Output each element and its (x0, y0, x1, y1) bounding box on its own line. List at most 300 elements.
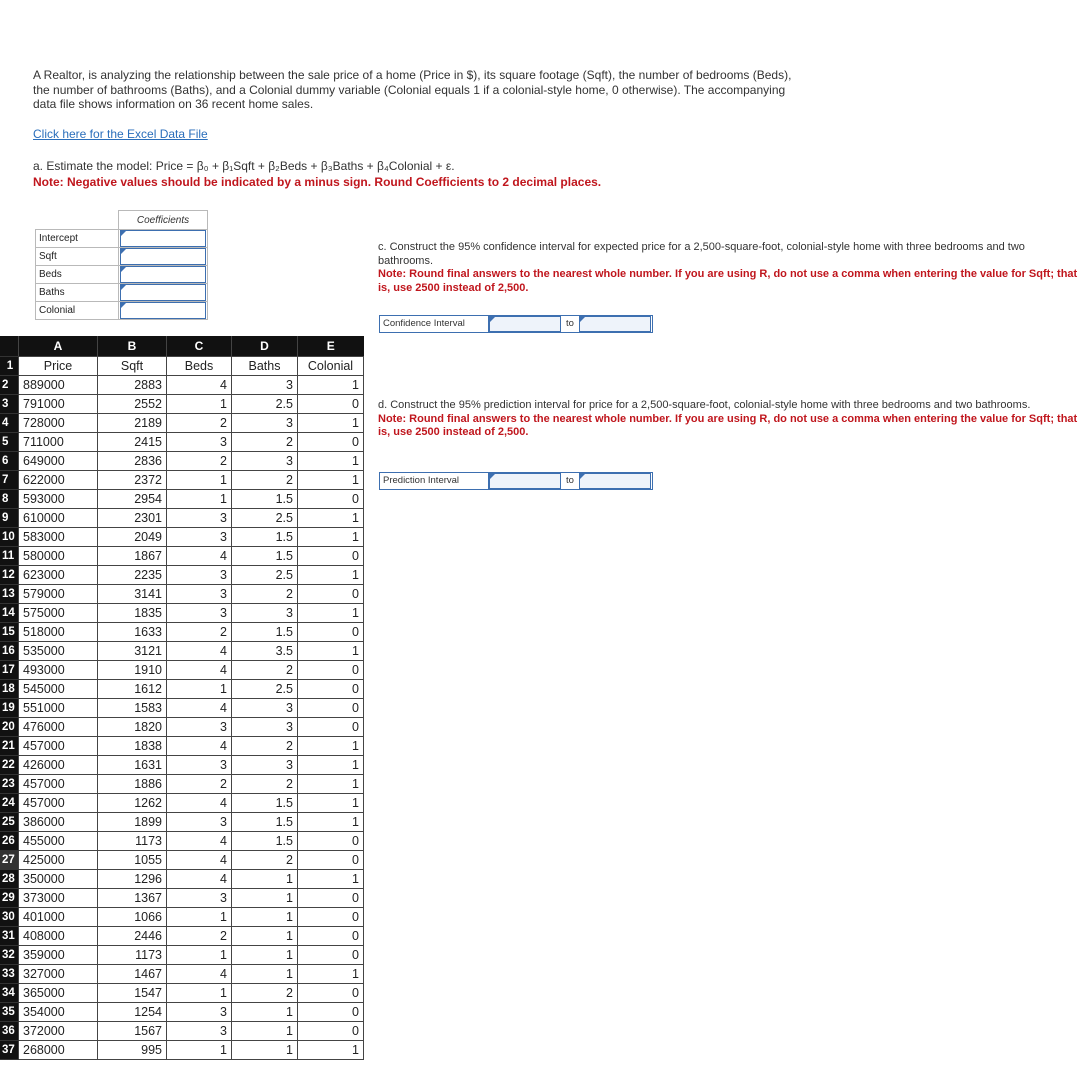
table-row (0, 414, 364, 433)
data-cell[interactable]: 0 (298, 908, 364, 927)
data-cell[interactable]: 3141 (98, 585, 167, 604)
data-cell[interactable]: 1.5 (232, 813, 298, 832)
data-cell[interactable]: 1 (298, 737, 364, 756)
row-number[interactable]: 2 (0, 376, 19, 395)
data-cell[interactable]: 493000 (19, 661, 98, 680)
data-cell[interactable]: 2 (232, 433, 298, 452)
data-cell[interactable]: 2.5 (232, 395, 298, 414)
data-cell[interactable]: 1 (167, 984, 232, 1003)
data-cell[interactable]: 995 (98, 1041, 167, 1060)
data-cell[interactable]: 1 (298, 1041, 364, 1060)
data-cell[interactable]: 4 (167, 547, 232, 566)
data-cell[interactable]: 4 (167, 794, 232, 813)
row-number[interactable]: 12 (0, 566, 19, 585)
data-cell[interactable]: 0 (298, 585, 364, 604)
data-cell[interactable]: 457000 (19, 794, 98, 813)
pi-lower-input[interactable] (489, 473, 561, 489)
data-cell[interactable]: 0 (298, 984, 364, 1003)
data-cell[interactable]: 1055 (98, 851, 167, 870)
data-cell[interactable]: 1567 (98, 1022, 167, 1041)
data-cell[interactable]: 2 (232, 775, 298, 794)
table-row (0, 433, 364, 452)
data-cell[interactable]: 2.5 (232, 509, 298, 528)
table-row (0, 965, 364, 984)
table-row (0, 585, 364, 604)
row-number[interactable]: 31 (0, 927, 19, 946)
data-cell[interactable]: 1 (167, 908, 232, 927)
data-cell[interactable]: 3 (167, 756, 232, 775)
data-cell[interactable]: 1467 (98, 965, 167, 984)
data-cell[interactable]: 0 (298, 490, 364, 509)
data-cell[interactable]: 3 (167, 604, 232, 623)
table-row (0, 775, 364, 794)
data-cell[interactable]: 1 (298, 528, 364, 547)
table-row (0, 395, 364, 414)
data-cell[interactable]: 2 (232, 585, 298, 604)
table-row (0, 699, 364, 718)
data-cell[interactable]: 1.5 (232, 528, 298, 547)
data-cell[interactable]: 0 (298, 851, 364, 870)
data-cell[interactable]: 373000 (19, 889, 98, 908)
data-cell[interactable]: 401000 (19, 908, 98, 927)
data-cell[interactable]: 622000 (19, 471, 98, 490)
data-cell[interactable]: 551000 (19, 699, 98, 718)
data-cell[interactable]: 1 (232, 946, 298, 965)
data-cell[interactable]: 457000 (19, 775, 98, 794)
column-header-e[interactable]: E (298, 336, 364, 357)
data-cell[interactable]: 3 (167, 1022, 232, 1041)
data-cell[interactable]: 4 (167, 870, 232, 889)
row-number[interactable]: 19 (0, 699, 19, 718)
column-header-a[interactable]: A (19, 336, 98, 357)
data-cell[interactable]: 3 (167, 718, 232, 737)
data-cell[interactable]: 1 (298, 813, 364, 832)
row-number[interactable]: 21 (0, 737, 19, 756)
data-cell[interactable]: 4 (167, 832, 232, 851)
row-number[interactable]: 3 (0, 395, 19, 414)
data-cell[interactable]: 372000 (19, 1022, 98, 1041)
data-cell[interactable]: 1 (167, 395, 232, 414)
part-c-prompt: c. Construct the 95% confidence interval for expected price for a 2,500-square-foot, colonial-style home with three bedrooms and two bathrooms. (378, 241, 1025, 267)
column-header-d[interactable]: D (232, 336, 298, 357)
data-cell[interactable]: 3 (167, 528, 232, 547)
data-cell[interactable]: 2 (232, 984, 298, 1003)
data-cell[interactable]: 0 (298, 547, 364, 566)
data-cell[interactable]: 4 (167, 851, 232, 870)
data-cell[interactable]: 0 (298, 699, 364, 718)
table-row (0, 642, 364, 661)
data-cell[interactable]: 2552 (98, 395, 167, 414)
data-cell[interactable]: 580000 (19, 547, 98, 566)
part-d-note: Note: Round final answers to the nearest whole number. If you are using R, do not use a comma when entering the value for Sqft; that is, use 2500 instead of 2,500. (378, 412, 1078, 438)
data-cell[interactable]: 1173 (98, 832, 167, 851)
data-cell[interactable]: 408000 (19, 927, 98, 946)
table-row (0, 908, 364, 927)
data-cell[interactable]: 0 (298, 889, 364, 908)
data-cell[interactable]: 2189 (98, 414, 167, 433)
data-cell[interactable]: 0 (298, 1022, 364, 1041)
table-row (0, 547, 364, 566)
row-number[interactable]: 27 (0, 851, 19, 870)
row-number[interactable]: 35 (0, 1003, 19, 1022)
data-cell[interactable]: 2372 (98, 471, 167, 490)
data-cell[interactable]: 1.5 (232, 794, 298, 813)
data-cell[interactable]: 1 (298, 965, 364, 984)
data-cell[interactable]: 2 (167, 452, 232, 471)
data-cell[interactable]: 728000 (19, 414, 98, 433)
confidence-interval-label: Confidence Interval (380, 316, 489, 332)
coef-input-cell (119, 248, 208, 266)
data-cell[interactable]: 2 (232, 851, 298, 870)
data-cell[interactable]: 1 (167, 471, 232, 490)
data-cell[interactable]: 1 (298, 794, 364, 813)
data-cell[interactable]: 3 (167, 585, 232, 604)
data-cell[interactable]: 1.5 (232, 832, 298, 851)
data-cell[interactable]: 1 (298, 414, 364, 433)
column-title-sqft[interactable]: Sqft (98, 357, 167, 376)
row-number[interactable]: 15 (0, 623, 19, 642)
table-row (0, 889, 364, 908)
table-row (0, 718, 364, 737)
row-number[interactable]: 33 (0, 965, 19, 984)
row-number[interactable]: 37 (0, 1041, 19, 1060)
data-cell[interactable]: 0 (298, 946, 364, 965)
data-cell[interactable]: 593000 (19, 490, 98, 509)
excel-data-link[interactable]: Click here for the Excel Data File (33, 127, 208, 141)
table-row (0, 680, 364, 699)
coef-row-label: Beds (36, 266, 119, 284)
data-cell[interactable]: 1910 (98, 661, 167, 680)
data-cell[interactable]: 3 (167, 813, 232, 832)
data-cell[interactable]: 3 (167, 433, 232, 452)
data-cell[interactable]: 3 (232, 718, 298, 737)
table-row (0, 1003, 364, 1022)
data-cell[interactable]: 2 (167, 775, 232, 794)
data-cell[interactable]: 359000 (19, 946, 98, 965)
row-number[interactable]: 7 (0, 471, 19, 490)
data-cell[interactable]: 889000 (19, 376, 98, 395)
data-cell[interactable]: 1 (298, 604, 364, 623)
data-cell[interactable]: 3 (167, 509, 232, 528)
table-row (0, 452, 364, 471)
data-cell[interactable]: 2301 (98, 509, 167, 528)
data-cell[interactable]: 2836 (98, 452, 167, 471)
coef-row-label: Baths (36, 284, 119, 302)
data-cell[interactable]: 4 (167, 376, 232, 395)
data-cell[interactable]: 711000 (19, 433, 98, 452)
table-row (0, 946, 364, 965)
data-cell[interactable]: 3 (232, 376, 298, 395)
row-number[interactable]: 4 (0, 414, 19, 433)
data-cell[interactable]: 579000 (19, 585, 98, 604)
row-number[interactable]: 29 (0, 889, 19, 908)
row-number[interactable]: 23 (0, 775, 19, 794)
coef-input-cell (119, 284, 208, 302)
ci-upper-input[interactable] (579, 316, 651, 332)
data-cell[interactable]: 350000 (19, 870, 98, 889)
coef-row-label: Sqft (36, 248, 119, 266)
data-cell[interactable]: 2415 (98, 433, 167, 452)
data-cell[interactable]: 1 (167, 490, 232, 509)
table-row (0, 661, 364, 680)
data-cell[interactable]: 1 (167, 680, 232, 699)
table-row (0, 471, 364, 490)
header-row (0, 357, 364, 376)
row-number[interactable]: 26 (0, 832, 19, 851)
coefficients-table (35, 210, 208, 320)
column-header-b[interactable]: B (98, 336, 167, 357)
coef-input-sqft[interactable] (120, 248, 206, 265)
data-cell[interactable]: 0 (298, 661, 364, 680)
data-cell[interactable]: 3 (232, 414, 298, 433)
data-cell[interactable]: 1262 (98, 794, 167, 813)
data-cell[interactable]: 1 (298, 509, 364, 528)
data-cell[interactable]: 1.5 (232, 490, 298, 509)
table-row (0, 794, 364, 813)
column-title-colonial[interactable]: Colonial (298, 357, 364, 376)
row-number[interactable]: 34 (0, 984, 19, 1003)
data-cell[interactable]: 518000 (19, 623, 98, 642)
data-cell[interactable]: 1 (298, 870, 364, 889)
data-cell[interactable]: 583000 (19, 528, 98, 547)
data-cell[interactable]: 268000 (19, 1041, 98, 1060)
data-spreadsheet (0, 336, 364, 1060)
data-cell[interactable]: 1838 (98, 737, 167, 756)
row-number[interactable]: 1 (0, 357, 19, 376)
data-cell[interactable]: 1 (167, 946, 232, 965)
data-cell[interactable]: 3.5 (232, 642, 298, 661)
data-cell[interactable]: 2 (232, 737, 298, 756)
data-cell[interactable]: 2446 (98, 927, 167, 946)
row-number[interactable]: 9 (0, 509, 19, 528)
coef-row-label: Colonial (36, 302, 119, 320)
data-cell[interactable]: 3 (232, 604, 298, 623)
data-cell[interactable]: 1254 (98, 1003, 167, 1022)
coef-row (36, 284, 208, 302)
coef-row (36, 230, 208, 248)
data-cell[interactable]: 2 (167, 414, 232, 433)
data-cell[interactable]: 2049 (98, 528, 167, 547)
data-cell[interactable]: 2883 (98, 376, 167, 395)
data-cell[interactable]: 575000 (19, 604, 98, 623)
part-c-note: Note: Round final answers to the nearest whole number. If you are using R, do not use a comma when entering the value for Sqft; that is, use 2500 instead of 2,500. (378, 268, 1078, 294)
table-row (0, 870, 364, 889)
row-number[interactable]: 22 (0, 756, 19, 775)
data-cell[interactable]: 0 (298, 832, 364, 851)
data-cell[interactable]: 1 (167, 1041, 232, 1060)
data-cell[interactable]: 1 (298, 756, 364, 775)
data-cell[interactable]: 1 (232, 965, 298, 984)
data-cell[interactable]: 1367 (98, 889, 167, 908)
data-cell[interactable]: 0 (298, 433, 364, 452)
prediction-interval-label: Prediction Interval (380, 473, 489, 489)
row-number[interactable]: 11 (0, 547, 19, 566)
data-cell[interactable]: 2 (167, 927, 232, 946)
confidence-interval-row (379, 315, 653, 333)
coef-corner (36, 211, 119, 230)
data-cell[interactable]: 649000 (19, 452, 98, 471)
table-row (0, 623, 364, 642)
data-cell[interactable]: 1 (232, 1041, 298, 1060)
prediction-interval-row (379, 472, 653, 490)
row-number[interactable]: 36 (0, 1022, 19, 1041)
data-cell[interactable]: 1.5 (232, 623, 298, 642)
table-row (0, 1022, 364, 1041)
coef-row (36, 266, 208, 284)
data-cell[interactable]: 1583 (98, 699, 167, 718)
data-cell[interactable]: 1 (232, 1022, 298, 1041)
row-number[interactable]: 25 (0, 813, 19, 832)
data-cell[interactable]: 0 (298, 1003, 364, 1022)
coef-input-cell (119, 230, 208, 248)
data-cell[interactable]: 3 (167, 566, 232, 585)
corner-cell (0, 336, 19, 357)
row-number[interactable]: 6 (0, 452, 19, 471)
table-row (0, 851, 364, 870)
data-cell[interactable]: 1 (298, 376, 364, 395)
row-number[interactable]: 32 (0, 946, 19, 965)
part-d (378, 399, 1078, 440)
data-cell[interactable]: 0 (298, 680, 364, 699)
data-cell[interactable]: 0 (298, 927, 364, 946)
data-cell[interactable]: 545000 (19, 680, 98, 699)
row-number[interactable]: 13 (0, 585, 19, 604)
coef-input-baths[interactable] (120, 284, 206, 301)
data-cell[interactable]: 535000 (19, 642, 98, 661)
table-row (0, 490, 364, 509)
table-row (0, 927, 364, 946)
data-cell[interactable]: 1066 (98, 908, 167, 927)
data-cell[interactable]: 2.5 (232, 566, 298, 585)
data-cell[interactable]: 2 (232, 471, 298, 490)
data-cell[interactable]: 1 (298, 642, 364, 661)
data-cell[interactable]: 1 (232, 908, 298, 927)
data-cell[interactable]: 1631 (98, 756, 167, 775)
data-cell[interactable]: 791000 (19, 395, 98, 414)
part-d-prompt: d. Construct the 95% prediction interval for price for a 2,500-square-foot, colonial-style home with three bedrooms and two bathrooms. (378, 399, 1031, 411)
data-cell[interactable]: 4 (167, 661, 232, 680)
row-number[interactable]: 28 (0, 870, 19, 889)
data-cell[interactable]: 1.5 (232, 547, 298, 566)
data-cell[interactable]: 0 (298, 623, 364, 642)
ci-lower-input[interactable] (489, 316, 561, 332)
data-cell[interactable]: 1 (298, 566, 364, 585)
column-title-baths[interactable]: Baths (232, 357, 298, 376)
data-cell[interactable]: 1835 (98, 604, 167, 623)
pi-to-label: to (566, 475, 574, 486)
data-cell[interactable]: 1173 (98, 946, 167, 965)
data-cell[interactable]: 4 (167, 965, 232, 984)
data-cell[interactable]: 1 (298, 452, 364, 471)
table-row (0, 984, 364, 1003)
data-cell[interactable]: 1 (232, 870, 298, 889)
problem-intro: A Realtor, is analyzing the relationship between the sale price of a home (Price in $), its square footage (Sqft), the number of bedrooms (Beds), the number of bathrooms (Baths), and a Colonial dummy variable (Colonial equals 1 if a colonial-style home, 0 otherwise). The accompanying data file shows information on 36 recent home sales. (33, 68, 792, 111)
coef-input-beds[interactable] (120, 266, 206, 283)
column-header-c[interactable]: C (167, 336, 232, 357)
data-cell[interactable]: 386000 (19, 813, 98, 832)
data-cell[interactable]: 4 (167, 699, 232, 718)
data-cell[interactable]: 610000 (19, 509, 98, 528)
data-cell[interactable]: 2954 (98, 490, 167, 509)
data-cell[interactable]: 1612 (98, 680, 167, 699)
coef-row (36, 302, 208, 320)
row-number[interactable]: 10 (0, 528, 19, 547)
data-cell[interactable]: 365000 (19, 984, 98, 1003)
data-cell[interactable]: 2 (167, 623, 232, 642)
table-row (0, 604, 364, 623)
data-cell[interactable]: 3121 (98, 642, 167, 661)
coef-input-colonial[interactable] (120, 302, 206, 319)
coef-input-cell (119, 266, 208, 284)
data-cell[interactable]: 1820 (98, 718, 167, 737)
row-number[interactable]: 5 (0, 433, 19, 452)
data-cell[interactable]: 3 (167, 1003, 232, 1022)
data-cell[interactable]: 1296 (98, 870, 167, 889)
data-cell[interactable]: 457000 (19, 737, 98, 756)
data-cell[interactable]: 0 (298, 718, 364, 737)
column-title-price[interactable]: Price (19, 357, 98, 376)
row-number[interactable]: 20 (0, 718, 19, 737)
data-cell[interactable]: 455000 (19, 832, 98, 851)
table-row (0, 528, 364, 547)
row-number[interactable]: 18 (0, 680, 19, 699)
row-number[interactable]: 24 (0, 794, 19, 813)
data-cell[interactable]: 1 (232, 927, 298, 946)
data-cell[interactable]: 3 (232, 699, 298, 718)
row-number[interactable]: 16 (0, 642, 19, 661)
data-cell[interactable]: 2.5 (232, 680, 298, 699)
data-cell[interactable]: 1 (232, 889, 298, 908)
data-cell[interactable]: 476000 (19, 718, 98, 737)
data-cell[interactable]: 1 (232, 1003, 298, 1022)
data-cell[interactable]: 1 (298, 775, 364, 794)
coef-row (36, 248, 208, 266)
data-cell[interactable]: 4 (167, 737, 232, 756)
data-cell[interactable]: 0 (298, 395, 364, 414)
data-cell[interactable]: 425000 (19, 851, 98, 870)
data-cell[interactable]: 3 (232, 452, 298, 471)
part-a-prompt: a. Estimate the model: Price = β₀ + β₁Sqft + β₂Beds + β₃Baths + β₄Colonial + ε. (33, 159, 455, 173)
data-cell[interactable]: 623000 (19, 566, 98, 585)
data-cell[interactable]: 1867 (98, 547, 167, 566)
data-cell[interactable]: 1899 (98, 813, 167, 832)
data-cell[interactable]: 4 (167, 642, 232, 661)
data-cell[interactable]: 3 (232, 756, 298, 775)
data-cell[interactable]: 2235 (98, 566, 167, 585)
coef-row-label: Intercept (36, 230, 119, 248)
data-cell[interactable]: 3 (167, 889, 232, 908)
data-cell[interactable]: 1633 (98, 623, 167, 642)
table-row (0, 832, 364, 851)
data-cell[interactable]: 354000 (19, 1003, 98, 1022)
data-cell[interactable]: 2 (232, 661, 298, 680)
row-number[interactable]: 17 (0, 661, 19, 680)
coef-input-cell (119, 302, 208, 320)
coef-input-intercept[interactable] (120, 230, 206, 247)
data-cell[interactable]: 1886 (98, 775, 167, 794)
data-cell[interactable]: 1 (298, 471, 364, 490)
row-number[interactable]: 30 (0, 908, 19, 927)
table-row (0, 566, 364, 585)
table-row (0, 509, 364, 528)
data-cell[interactable]: 426000 (19, 756, 98, 775)
row-number[interactable]: 8 (0, 490, 19, 509)
row-number[interactable]: 14 (0, 604, 19, 623)
column-title-beds[interactable]: Beds (167, 357, 232, 376)
data-cell[interactable]: 1547 (98, 984, 167, 1003)
pi-upper-input[interactable] (579, 473, 651, 489)
data-cell[interactable]: 327000 (19, 965, 98, 984)
